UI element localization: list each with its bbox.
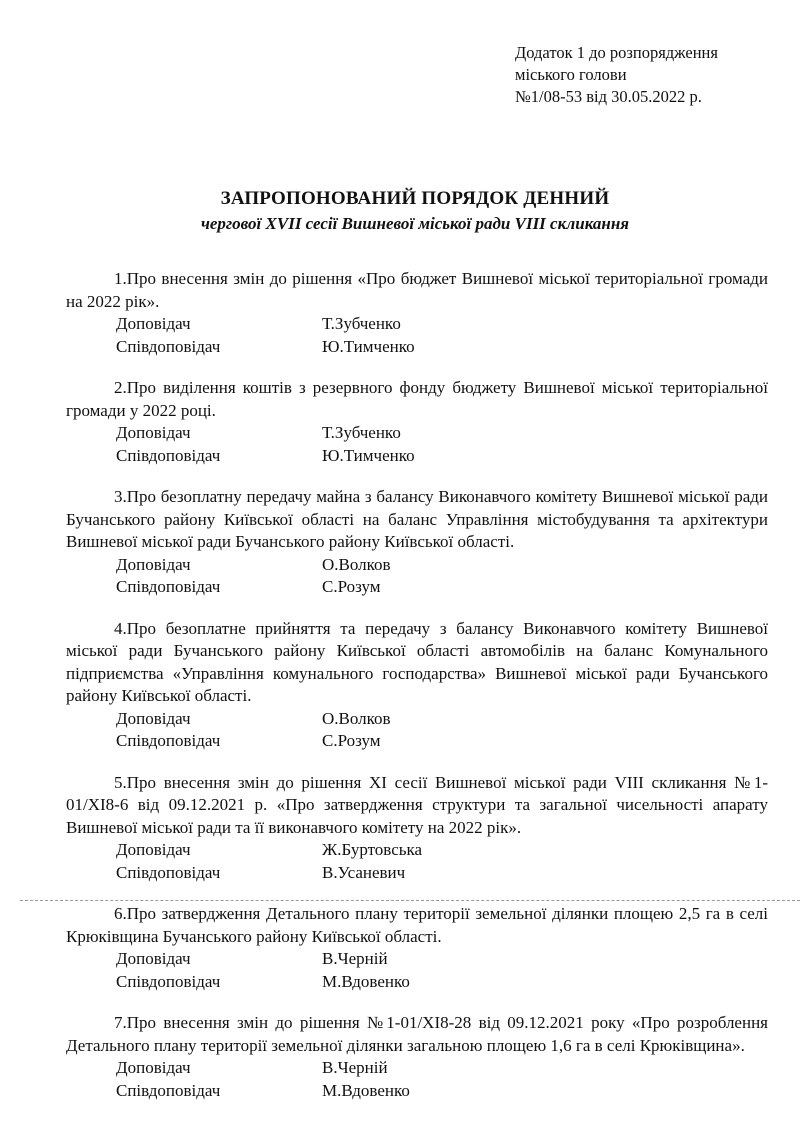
speaker-row xyxy=(116,948,768,971)
cospeaker-label: Співдоповідач xyxy=(116,1080,221,1100)
cospeaker-name: М.Вдовенко xyxy=(322,1080,410,1100)
cospeaker-row xyxy=(116,862,768,885)
agenda-item xyxy=(66,903,768,993)
speaker-row xyxy=(116,1057,768,1080)
cospeaker-row xyxy=(116,336,768,359)
speaker-label: Доповідач xyxy=(116,708,191,728)
speaker-row xyxy=(116,554,768,577)
speaker-name: В.Черній xyxy=(322,949,388,968)
agenda-item-text: 4.Про безоплатне прийняття та передачу з балансу Виконавчого комітету Вишневої міської ради Бучанського району Київської області автомобілів на баланс Комунального підприємства «Управління комунального господарства» Вишневої міської ради Бучанського району Київської області. xyxy=(66,618,768,705)
agenda-item-text: 7.Про внесення змін до рішення №1-01/XI8-28 від 09.12.2021 року «Про розроблення Детального плану території земельної ділянки загальною площею 1,6 га в селі Крюківщина». xyxy=(66,1013,768,1055)
cospeaker-row xyxy=(116,445,768,468)
agenda-item-text: 1.Про внесення змін до рішення «Про бюджет Вишневої міської територіальної громади на 2022 рік». xyxy=(66,269,768,311)
agenda-item xyxy=(66,1012,768,1102)
speaker-label: Доповідач xyxy=(116,554,191,574)
cospeaker-label: Співдоповідач xyxy=(116,336,221,356)
cospeaker-name: Ю.Тимченко xyxy=(322,445,415,465)
cospeaker-row xyxy=(116,730,768,753)
agenda-item-text: 3.Про безоплатну передачу майна з балансу Виконавчого комітету Вишневої міської ради Бучанського району Київської області на баланс Управління містобудування та архітектури Вишневої міської ради Бучанського району Київської області. xyxy=(66,487,768,551)
speaker-row xyxy=(116,708,768,731)
cospeaker-name: С.Розум xyxy=(322,731,381,750)
speaker-row xyxy=(116,313,768,336)
cospeaker-label: Співдоповідач xyxy=(116,971,221,991)
title-block xyxy=(0,186,800,236)
cospeaker-name: С.Розум xyxy=(322,577,381,596)
agenda-item-text: 5.Про внесення змін до рішення XI сесії Вишневої міської ради VIII скликання №1-01/XI8-6 від 09.12.2021 р. «Про затвердження структури та загальної чисельності апарату Вишневої міської ради та її виконавчого комітету на 2022 рік». xyxy=(66,772,768,837)
cospeaker-name: В.Усаневич xyxy=(322,862,406,882)
agenda-item xyxy=(66,618,768,753)
cospeaker-name: Ю.Тимченко xyxy=(322,336,415,356)
cospeaker-label: Співдоповідач xyxy=(116,577,221,596)
speaker-name: О.Волков xyxy=(322,554,391,574)
cospeaker-name: М.Вдовенко xyxy=(322,971,410,991)
cospeaker-label: Співдоповідач xyxy=(116,445,221,465)
appendix-line-2: міського голови xyxy=(515,65,627,84)
agenda-item-text: 6.Про затвердження Детального плану території земельної ділянки площею 2,5 га в селі Крюківщина Бучанського району Київської області. xyxy=(66,904,768,946)
speaker-row xyxy=(116,839,768,862)
cospeaker-row xyxy=(116,576,768,599)
speaker-name: Т.Зубченко xyxy=(322,314,401,333)
speaker-name: О.Волков xyxy=(322,708,391,728)
agenda-item xyxy=(66,268,768,358)
speaker-label: Доповідач xyxy=(116,1058,191,1077)
cospeaker-label: Співдоповідач xyxy=(116,862,221,882)
agenda-list xyxy=(66,268,768,1102)
agenda-item xyxy=(66,772,768,885)
speaker-label: Доповідач xyxy=(116,840,191,859)
appendix-line-3: №1/08-53 від 30.05.2022 р. xyxy=(515,87,702,106)
appendix-line-1: Додаток 1 до розпорядження xyxy=(515,43,718,62)
agenda-item xyxy=(66,377,768,467)
appendix-stamp xyxy=(515,42,718,108)
scan-artifact-line xyxy=(20,900,800,901)
agenda-item xyxy=(66,486,768,599)
speaker-label: Доповідач xyxy=(116,314,191,333)
document-subtitle: чергової XVII сесії Вишневої міської ради VIII скликання xyxy=(200,214,630,233)
cospeaker-label: Співдоповідач xyxy=(116,731,221,750)
document-title: ЗАПРОПОНОВАНИЙ ПОРЯДОК ДЕННИЙ xyxy=(220,188,610,209)
speaker-label: Доповідач xyxy=(116,423,191,442)
speaker-row xyxy=(116,422,768,445)
cospeaker-row xyxy=(116,1080,768,1103)
cospeaker-row xyxy=(116,971,768,994)
speaker-name: В.Черній xyxy=(322,1058,388,1077)
agenda-item-text: 2.Про виділення коштів з резервного фонду бюджету Вишневої міської територіальної громади у 2022 році. xyxy=(66,378,768,420)
speaker-name: Ж.Буртовська xyxy=(322,840,423,859)
speaker-name: Т.Зубченко xyxy=(322,423,401,442)
speaker-label: Доповідач xyxy=(116,949,191,968)
